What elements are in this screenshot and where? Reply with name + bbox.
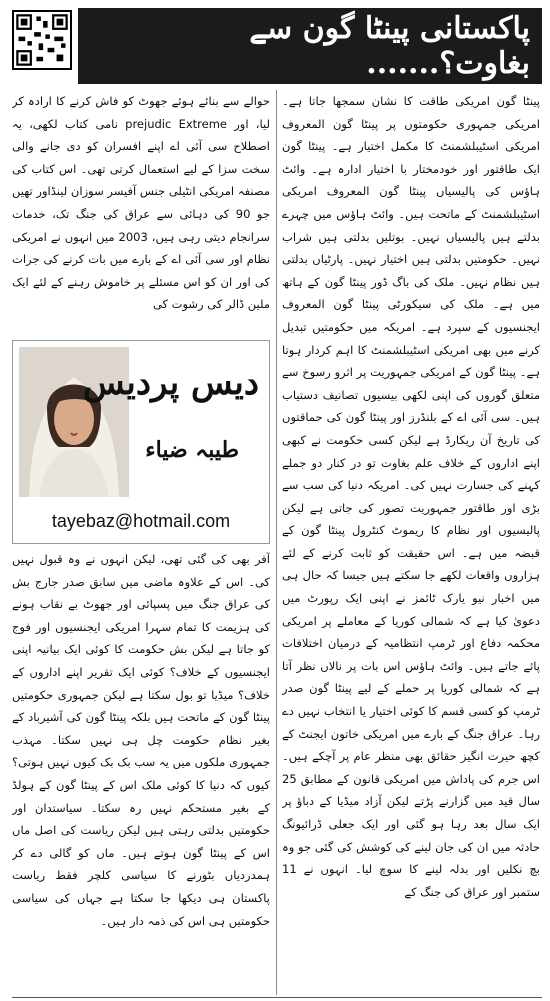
article-text-right: پینٹا گون امریکی طاقت کا نشان سمجھا جاتا ہے۔ امریکی جمہوری حکومتوں پر پینٹا گون المعروف امریکی اسٹیبلشمنٹ کا مکمل اختیار ہے۔ پینٹا گون ایک طاقتور اور خودمختار با اختیار ادارہ ہے۔ وائٹ ہاؤس کی پالیسیاں پینٹا گون المعروف امریکی اسٹیبلشمنٹ کے ماتحت ہیں۔ وائٹ ہاؤس میں چہرے بدلتے ہیں پالیسیاں نہیں۔ بوتلیں بدلتی ہیں شراب نہیں۔ حکومتیں بدلتی ہیں اختیار نہیں۔ پارٹیاں بدلتی ہیں نظام نہیں۔ ملک کی باگ ڈور پینٹا گون کے ہاتھ میں ہے۔ ملک کی سیکورٹی پینٹا گون المعروف ایجنسیوں کے سپرد ہے۔ امریکہ میں حکومتیں تبدیل کرنے میں بھی امریکی اسٹیبلشمنٹ کا اہم کردار ہوتا ہے۔ پینٹا گون کے امریکی جمہوریت پر اثرو رسوخ سے متعلق گوروں کی اپنی لکھی بیسیوں تصانیف دستیاب ہیں۔ سی آئی اے کے بلنڈرز اور پینٹا گون کی حماقتوں کی تاریخ آن ریکارڈ ہے لیکن کسی حکومت نے کبھی اپنے اداروں کے خلاف علم بغاوت تو در کنار دو جملے کہنے کی جسارت نہیں کی۔ امریکہ دنیا کی سب سے بڑی اور طاقتور جمہوریت تصور کی جاتی ہے لیکن پالیسیوں اور نظام کا ریموٹ کنٹرول پینٹا گون کے قبضہ میں ہے۔ اس حقیقت کو ثابت کرنے کے لئے ہزاروں واقعات لکھے جا سکتے ہیں جیسا کہ حال ہی میں اخبار نیو یارک ٹائمز نے اپنی ایک رپورٹ میں دعویٰ کیا ہے کہ شمالی کوریا کے معاملے پر امریکی محکمہ دفاع اور ٹرمپ انتظامیہ کے درمیان اختلافات پائے جاتے ہیں۔ وائٹ ہاؤس اس بات پر نالاں نظر آتا ہے کہ شمالی کوریا پر حملے کے لیے پینٹا گون صدر ٹرمپ کو کسی قسم کا کوئی اختیار یا انتخاب نہیں دے رہا۔ عراق جنگ کے بارے میں امریکی خاتون ایجنٹ کے کچھ حیرت انگیز حقائق بھی منظر عام پر آچکے ہیں۔ اس جرم کی پاداش میں امریکی قانون کے مطابق 25 سال قید میں گزارنے پڑتے لیکن آزاد میڈیا کے دباؤ پر ایک سال بعد رہا ہو گئی اور ایک جعلی ڈرائیونگ حادثہ میں ان کی جان لینے کی کوشش کی گئی جو وہ بچ نکلیں اور بدلہ لینے کا سوچ لیا۔ انہوں نے 11 ستمبر اور عراق کی جنگ کے (282, 94, 540, 899)
author-byline-box (12, 340, 270, 544)
article-text-left-top: حوالے سے بنائے ہوئے جھوٹ کو فاش کرنے کا ارادہ کر لیا، اور prejudic Extreme نامی کتاب لکھی، یہ اصطلاح سی آئی اے اپنے افسران کو دی جانے والی سخت سزا کے لیے استعمال کرتی تھی۔ اس کتاب کی مصنفہ امریکی انٹیلی جنس آفیسر سوزان لینڈاور تھیں جو 90 کی دہائی سے عراق کی جنگ تک، خدمات سرانجام دیتی رہی ہیں، 2003 میں انہوں نے امریکی نظام اور سی آئی اے کے بارے میں بات کرنے کی جرات کی اور ان کو اس مسئلے پر خاموش رہنے کے لئے ایک ملین ڈالر کی رشوت کی (12, 94, 270, 312)
headline-bar (78, 8, 542, 84)
article-text-left-bottom: آفر بھی کی گئی تھی، لیکن انہوں نے وہ قبول نہیں کی۔ اس کے علاوہ ماضی میں سابق صدر جارج بش کی عراق جنگ میں پسپائی اور جھوٹ بے نقاب ہونے کی ہزیمت کا تمام سہرا امریکی ایجنسیوں اور فوج کو جاتا ہے لیکن بش حکومت کا کوئی ایک بیانیہ اپنی ایجنسیوں کے خلاف؟ کوئی ایک تقریر اپنے اداروں کے خلاف؟ میڈیا تو بول سکتا ہے لیکن جمہوری حکومتیں پینٹا گون کے ماتحت ہیں بلکہ پینٹا گون کی آشیرباد کے بغیر نظام حکومت چل ہی نہیں سکتا۔ مہذب جمہوری ملکوں میں یہ سب بک بک کیوں نہیں ہوتی؟ کیوں کہ دنیا کا کوئی ملک اس کے پینٹا گون کے ہولڈ کے بغیر مستحکم نہیں رہ سکتا۔ سیاستدان اور حکومتیں بدلتی رہتی ہیں لیکن ریاست کی اصل ماں اس کے پینٹا گون ہوتے ہیں۔ ماں کو گالی دے کر ہمدردیاں بٹورنے کا سیاسی کلچر فقط ریاست پاکستان ہی دیکھا جا سکتا ہے جہاں کی سیاسی حکومتیں ہی اس کی ذمہ دار ہیں۔ (12, 552, 270, 928)
qr-code (12, 10, 72, 70)
column-name: دیس پردیس (83, 363, 259, 403)
column-divider (276, 90, 277, 995)
qr-code-pattern (14, 12, 70, 68)
author-name: طیبہ ضیاء (145, 437, 239, 463)
footer-rule (12, 997, 542, 998)
article-left-top-column (12, 90, 270, 328)
article-right-column (282, 90, 540, 995)
author-email[interactable]: tayebaz@hotmail.com (51, 511, 231, 531)
article-left-bottom-column (12, 548, 270, 996)
headline: پاکستانی پینٹا گون سے بغاوت؟....... (249, 11, 530, 81)
